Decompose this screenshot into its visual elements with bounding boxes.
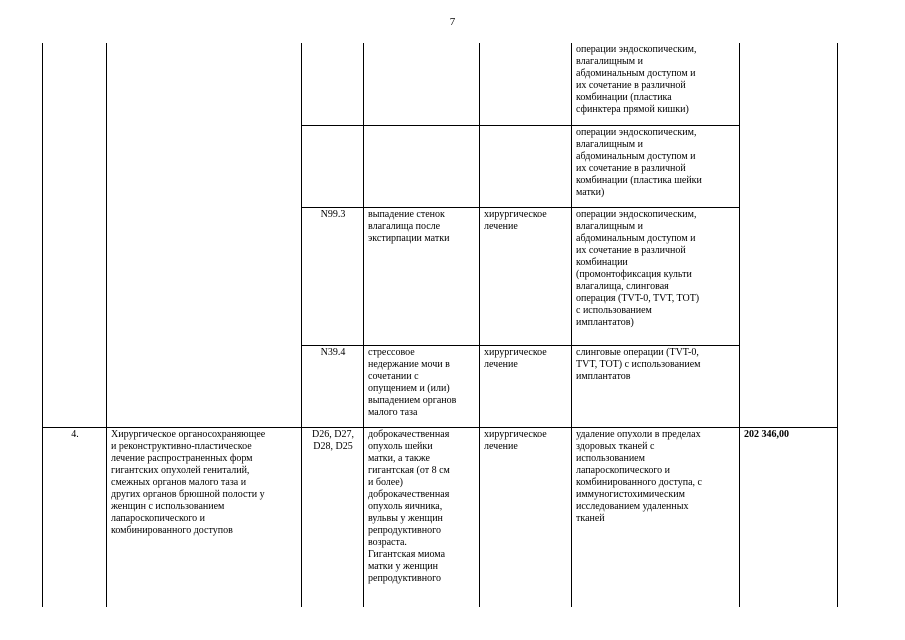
- cell-price: 202 346,00: [740, 427, 838, 607]
- cell-treatment: хирургическое лечение: [480, 427, 572, 607]
- cell-code: N99.3: [302, 207, 364, 345]
- cell-method: операции эндоскопическим, влагалищным и абдоминальным доступом и их сочетание в различной комбинации (пластика сфинктера прямой кишки): [572, 43, 740, 125]
- cell-diagnosis: выпадение стенок влагалища после экстирпации матки: [364, 207, 480, 345]
- cell-section-name: Хирургическое органосохраняющее и реконструктивно-пластическое лечение распространенных форм гигантских опухолей гениталий, смежных органов малого таза и других органов брюшной полости у женщин с использованием лапароскопического и комбинированного доступов: [107, 427, 302, 607]
- cell-method: удаление опухоли в пределах здоровых тканей с использованием лапароскопического и комбинированного доступа, с иммуногистохимическим исследованием удаленных тканей: [572, 427, 740, 607]
- cell-name-continued: [107, 43, 302, 427]
- cell-section-number: 4.: [43, 427, 107, 607]
- cell-code: N39.4: [302, 345, 364, 427]
- cell-treatment-continued: [480, 125, 572, 207]
- cell-diagnosis: стрессовое недержание мочи в сочетании с опущением и (или) выпадением органов малого таза: [364, 345, 480, 427]
- cell-method: слинговые операции (TVT-0, TVT, TOT) с использованием имплантатов: [572, 345, 740, 427]
- cell-treatment: хирургическое лечение: [480, 207, 572, 345]
- page-number: 7: [449, 16, 456, 28]
- cell-diagnosis-continued: [364, 43, 480, 125]
- cell-code-continued: [302, 125, 364, 207]
- cell-price-continued: [740, 43, 838, 427]
- cell-method: операции эндоскопическим, влагалищным и абдоминальным доступом и их сочетание в различной комбинации (пластика шейки матки): [572, 125, 740, 207]
- cell-code-continued: [302, 43, 364, 125]
- cell-number-continued: [43, 43, 107, 427]
- cell-diagnosis: доброкачественная опухоль шейки матки, а также гигантская (от 8 см и более) доброкачественная опухоль яичника, вульвы у женщин репродуктивного возраста. Гигантская миома матки у женщин репродуктивного: [364, 427, 480, 607]
- table-row: [43, 43, 838, 125]
- cell-method: операции эндоскопическим, влагалищным и абдоминальным доступом и их сочетание в различной комбинации (промонтофиксация культи влагалища, слинговая операция (TVT-0, TVT, TOT) с использованием имплантатов): [572, 207, 740, 345]
- treatment-table: [42, 43, 838, 607]
- table-row: [43, 427, 838, 607]
- cell-treatment-continued: [480, 43, 572, 125]
- cell-code: D26, D27, D28, D25: [302, 427, 364, 607]
- cell-treatment: хирургическое лечение: [480, 345, 572, 427]
- cell-diagnosis-continued: [364, 125, 480, 207]
